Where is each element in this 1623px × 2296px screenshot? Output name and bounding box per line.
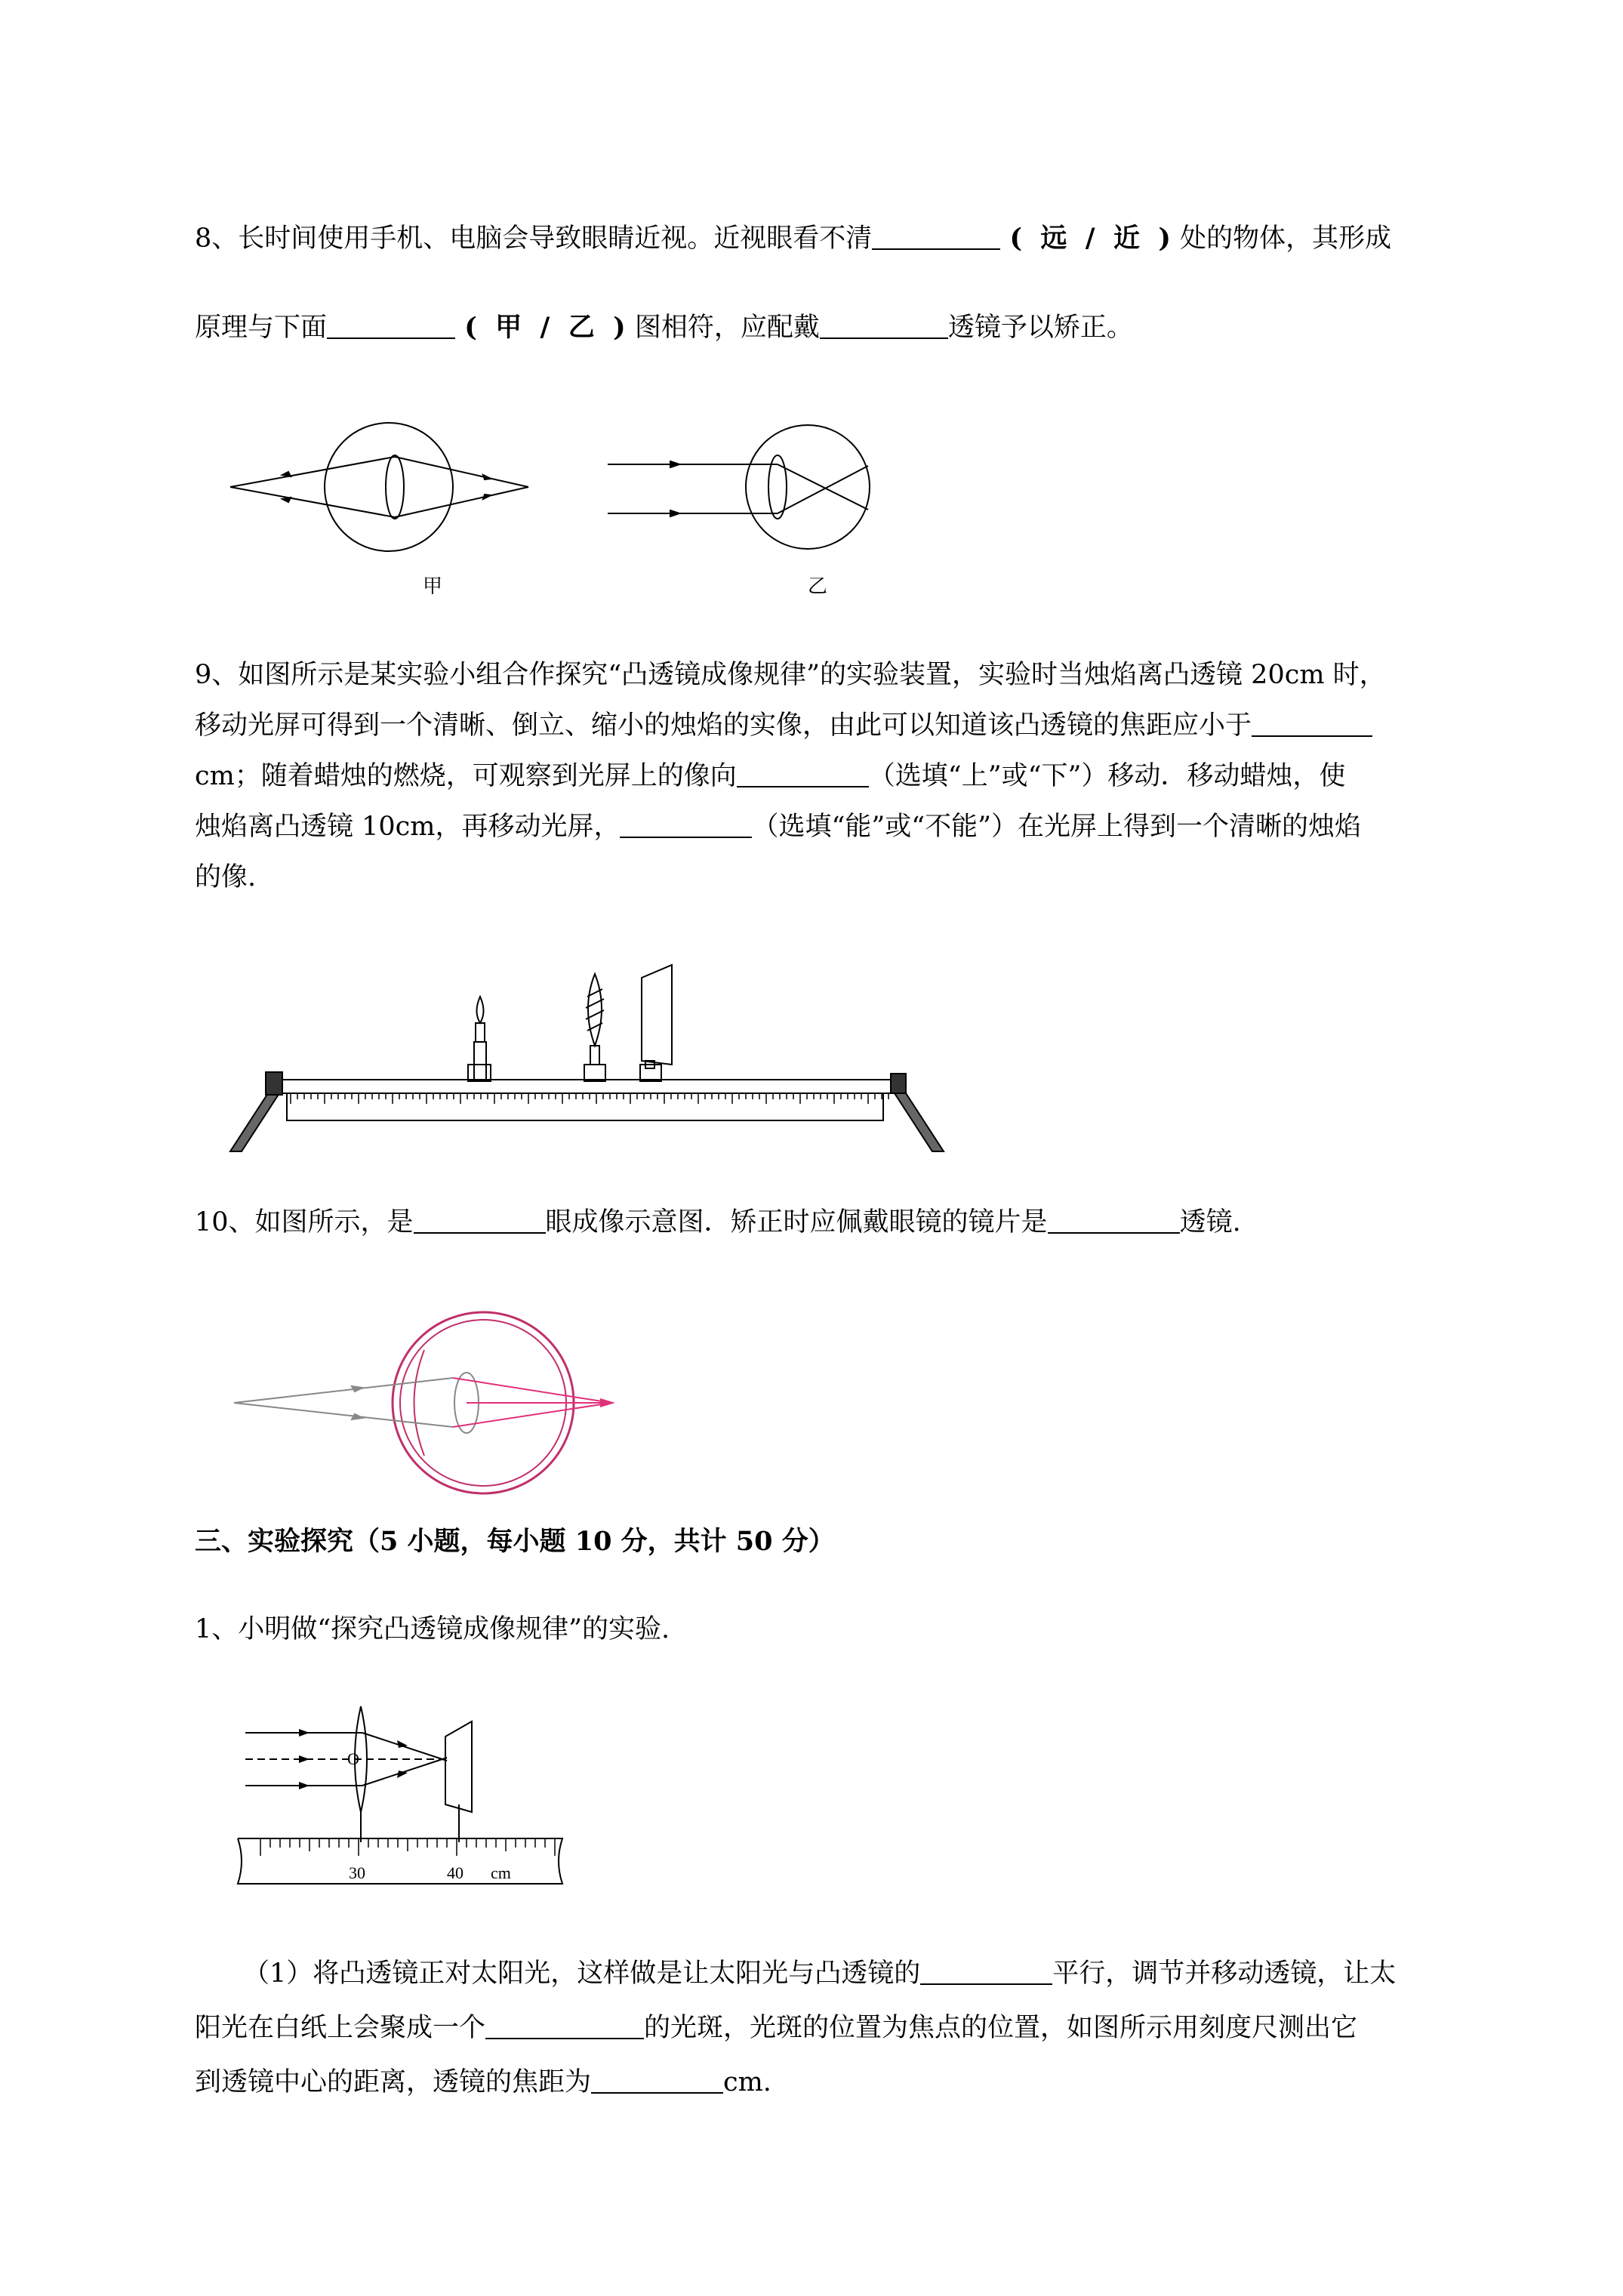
q10-blank-2[interactable]: [1048, 1207, 1180, 1234]
q9-blank-2[interactable]: [737, 760, 869, 787]
q9-text: 9、如图所示是某实验小组合作探究“凸透镜成像规律”的实验装置，实验时当烛焰离凸透镜 20cm 时，: [195, 660, 1386, 690]
q8-option-near: 近: [1113, 223, 1140, 254]
exp1-text: （1）将凸透镜正对太阳光，这样做是让太阳光与凸透镜的: [243, 1959, 921, 1989]
exp1-p1-line-1: [243, 1955, 1396, 1992]
q10-text: 透镜.: [1179, 1207, 1241, 1237]
q8-text: 图相符，应配戴: [634, 313, 820, 343]
eye-diagrams-svg: [219, 411, 913, 608]
eye-diagram-jia: [230, 423, 528, 551]
q9-line-5: [195, 859, 256, 895]
bench-leg-right: [895, 1093, 944, 1151]
q9-text: 的像.: [195, 862, 257, 892]
q9-text: 移动光屏可得到一个清晰、倒立、缩小的烛焰的实像，由此可以知道该凸透镜的焦距应小于: [195, 710, 1252, 741]
q8-blank-3[interactable]: [820, 312, 948, 339]
bench-leg-left: [230, 1093, 279, 1151]
q8-option-jia: 甲: [495, 312, 522, 343]
ruler-label-30: 30: [349, 1863, 365, 1882]
q10-eye-svg: [226, 1306, 634, 1502]
q10-text: 10、如图所示，是: [195, 1207, 414, 1237]
bench-end-right: [891, 1074, 906, 1093]
bench-end-left: [266, 1072, 282, 1095]
candle-flame: [477, 997, 484, 1023]
optical-bench-svg: [226, 959, 951, 1170]
exp1-p1-line-3: [195, 2064, 771, 2100]
eye-diagram-yi: [608, 425, 870, 549]
optical-bench-figure: [226, 959, 951, 1170]
q9-blank-1[interactable]: [1252, 710, 1372, 737]
q9-text: 烛焰离凸透镜 10cm，再移动光屏，: [195, 812, 621, 842]
exp1-blank-3[interactable]: [591, 2066, 723, 2094]
q8-line-2: 原理与下面 ( 甲 / 乙 ) 图相符，应配戴 透镜予以矫正。: [195, 312, 1133, 343]
q8-text: 原理与下面: [195, 313, 328, 343]
exp1-text: cm.: [723, 2067, 771, 2097]
focal-length-figure: [226, 1699, 589, 1882]
exp1-text: 平行，调节并移动透镜，让太: [1052, 1959, 1397, 1989]
ruler-label-cm: cm: [491, 1863, 511, 1882]
optical-center-label: O: [347, 1749, 359, 1768]
bench-ticks: [291, 1093, 888, 1104]
exp1-blank-1[interactable]: [920, 1958, 1052, 1985]
screen-base: [640, 1065, 661, 1081]
exp1-blank-2[interactable]: [485, 2012, 644, 2039]
q8-blank-1[interactable]: [872, 223, 1000, 250]
q8-text: 透镜予以矫正。: [947, 313, 1133, 343]
section-3-heading: [195, 1524, 835, 1560]
q8-blank-2[interactable]: [327, 312, 455, 339]
ruler-label-40: 40: [447, 1863, 463, 1882]
exp1-intro-text: 1、小明做“探究凸透镜成像规律”的实验.: [195, 1614, 670, 1644]
q9-line-3: [195, 758, 1345, 794]
focal-length-svg: [226, 1699, 589, 1882]
lens-shape: [588, 974, 602, 1046]
candle-body: [476, 1023, 485, 1042]
lens-base: [584, 1065, 605, 1081]
q9-text: （选填“能”或“不能”）在光屏上得到一个清晰的烛焰: [752, 812, 1362, 842]
q9-blank-3[interactable]: [620, 811, 752, 838]
exp1-intro: [195, 1611, 670, 1647]
q8-text: 8、长时间使用手机、电脑会导致眼睛近视。近视眼看不清: [195, 223, 873, 254]
lens-stand: [590, 1046, 599, 1065]
cornea: [414, 1350, 425, 1456]
ruler: [238, 1838, 562, 1884]
q9-text: （选填“上”或“下”）移动．移动蜡烛，使: [868, 761, 1346, 791]
q10-text: 眼成像示意图．矫正时应佩戴眼镜的镜片是: [545, 1207, 1048, 1237]
ruler-ticks: [260, 1838, 555, 1856]
exp1-text: 到透镜中心的距离，透镜的焦距为: [195, 2067, 592, 2097]
candle-base: [468, 1065, 491, 1081]
light-screen: [642, 965, 672, 1065]
q10-blank-1[interactable]: [414, 1207, 546, 1234]
exp1-p1-line-2: [195, 2010, 1357, 2046]
fig-label-jia: 甲: [423, 575, 443, 598]
q9-line-1: [195, 657, 1386, 693]
q9-line-2: [195, 707, 1372, 744]
focus-point: [600, 1398, 615, 1407]
paper-screen: [445, 1721, 472, 1812]
eye-diagram-figure: [219, 411, 913, 608]
candle-holder: [474, 1042, 486, 1080]
exp1-text: 的光斑，光斑的位置为焦点的位置，如图所示用刻度尺测出它: [644, 2013, 1358, 2043]
fig-label-yi: 乙: [808, 575, 828, 598]
q8-text: 处的物体，其形成: [1180, 223, 1392, 254]
q10-eye-figure: [226, 1306, 634, 1502]
exp1-text: 阳光在白纸上会聚成一个: [195, 2013, 486, 2043]
q9-text: cm；随着蜡烛的燃烧，可观察到光屏上的像向: [195, 761, 737, 791]
q8-line-1: 8、长时间使用手机、电脑会导致眼睛近视。近视眼看不清 ( 远 / 近 ) 处的物体，其形成: [195, 223, 1392, 254]
q10-line: [195, 1204, 1241, 1240]
section-3-heading-text: 三、实验探究（5 小题，每小题 10 分，共计 50 分）: [195, 1526, 835, 1557]
q9-line-4: [195, 809, 1361, 845]
q8-option-yi: 乙: [568, 312, 595, 343]
q8-option-far: 远: [1040, 223, 1067, 254]
